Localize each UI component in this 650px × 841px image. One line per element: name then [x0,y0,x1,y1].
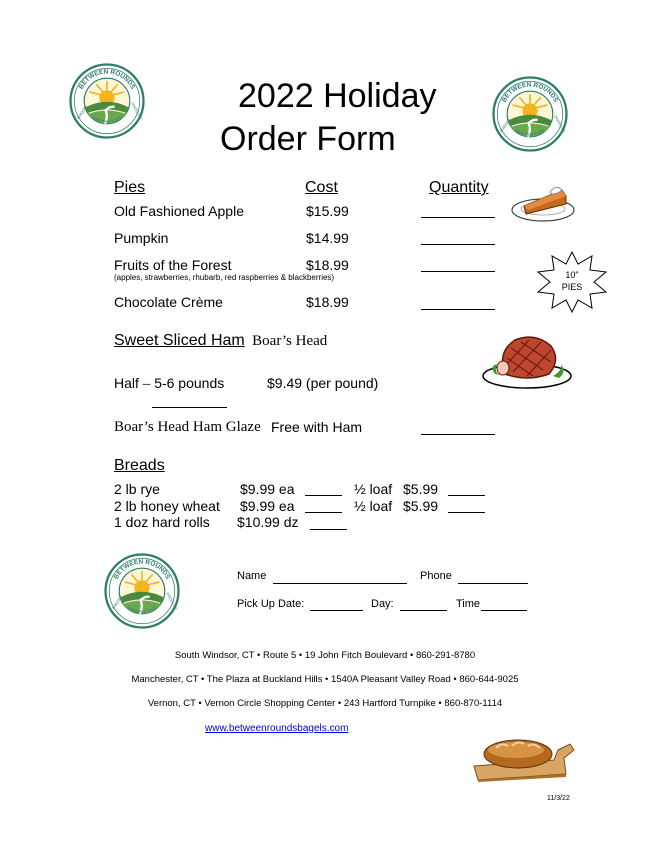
time-label: Time [456,598,481,610]
bread-price-honey-wheat: $9.99 ea [240,498,295,514]
bread-name-honey-wheat: 2 lb honey wheat [114,498,220,514]
location-south-windsor: South Windsor, CT • Route 5 • 19 John Fitch Boulevard • 860-291-8780 [174,650,476,661]
quantity-heading: Quantity [429,179,489,196]
svg-text:CATERING: CATERING [130,101,144,121]
breads-heading: Breads [114,457,165,474]
ham-half-quantity-field[interactable] [152,406,227,408]
bread-on-board-icon [470,730,576,782]
bread-hard-rolls-quantity-field[interactable] [310,528,347,530]
pie-name-pumpkin: Pumpkin [114,230,169,246]
ham-glaze-price: Free with Ham [271,419,363,435]
svg-text:SANDWICH CAFE: SANDWICH CAFE [91,115,123,124]
pickup-date-label: Pick Up Date: [237,598,305,610]
bread-price-hard-rolls: $10.99 dz [237,514,299,530]
bread-honey-wheat-half-quantity-field[interactable] [448,511,485,513]
ham-half-weight: 5-6 pounds [154,375,225,391]
svg-text:10": 10" [565,270,579,280]
day-field[interactable] [400,609,447,611]
location-vernon: Vernon, CT • Vernon Circle Shopping Center • 243 Hartford Turnpike • 860-870-1114 [147,698,503,709]
location-manchester: Manchester, CT • The Plaza at Buckland Hills • 1540A Pleasant Valley Road • 860-644-9025 [131,674,519,685]
bread-rye-half-quantity-field[interactable] [448,494,485,496]
ham-heading-row [114,332,327,350]
svg-text:BETWEEN ROUNDS: BETWEEN ROUNDS [77,68,137,91]
pie-name-apple: Old Fashioned Apple [114,203,244,219]
ham-half-label: Half [114,375,139,391]
svg-text:BAKERY: BAKERY [499,117,512,133]
pies-heading: Pies [114,179,146,196]
bread-name-hard-rolls: 1 doz hard rolls [114,514,210,530]
svg-text:BAKERY: BAKERY [111,594,124,610]
bread-price-rye: $9.99 ea [240,481,295,497]
ham-glaze-label: Boar’s Head Ham Glaze [114,419,261,435]
pie-name-fruits-forest: Fruits of the Forest [114,257,232,273]
bread-rye-quantity-field[interactable] [305,494,342,496]
pie-note-fruits-forest: (apples, strawberries, rhubarb, red raspberries & blackberries) [114,273,335,282]
bread-half-price-honey-wheat: $5.99 [403,498,439,514]
svg-text:SANDWICH CAFE: SANDWICH CAFE [514,128,546,137]
cost-heading: Cost [305,179,338,196]
bread-honey-wheat-quantity-field[interactable] [305,511,342,513]
page-title-line-1: 2022 Holiday [238,77,437,115]
svg-text:CATERING: CATERING [553,114,567,134]
name-field[interactable] [273,582,407,584]
pickup-date-field[interactable] [310,609,363,611]
page-title-line-2: Order Form [220,120,396,158]
pie-quantity-pumpkin-field[interactable] [421,243,495,245]
between-rounds-logo-right [492,76,568,152]
ham-heading: Sweet Sliced Ham [114,332,245,349]
pie-quantity-chocolate-creme-field[interactable] [421,308,495,310]
svg-text:PIES: PIES [561,282,583,292]
website-link[interactable]: www.betweenroundsbagels.com [205,723,349,734]
svg-text:SANDWICH CAFE: SANDWICH CAFE [126,605,158,614]
ham-half-dash: – [142,376,151,392]
svg-text:BETWEEN ROUNDS: BETWEEN ROUNDS [112,558,172,581]
pie-price-fruits-forest: $18.99 [306,257,349,273]
ham-half-row [114,375,224,393]
bread-half-price-rye: $5.99 [403,481,439,497]
name-label: Name [237,570,267,582]
ham-half-price: $9.49 (per pound) [267,375,379,391]
pie-price-pumpkin: $14.99 [306,230,349,246]
bread-name-rye: 2 lb rye [114,481,160,497]
phone-label: Phone [420,570,452,582]
pie-quantity-fruits-forest-field[interactable] [421,270,495,272]
ham-glaze-quantity-field[interactable] [421,433,495,435]
day-label: Day: [371,598,394,610]
pie-name-chocolate-creme: Chocolate Crème [114,294,223,310]
customer-name-row [237,570,266,582]
pie-slice-icon [510,178,576,224]
ham-brand: Boar’s Head [252,333,328,349]
svg-text:BAKERY: BAKERY [76,104,89,120]
pie-quantity-apple-field[interactable] [421,216,495,218]
bread-half-rye: ½ loaf [354,481,393,497]
pie-price-chocolate-creme: $18.99 [306,294,349,310]
ham-on-platter-icon [481,330,573,392]
time-field[interactable] [481,609,527,611]
pie-size-starburst-badge [536,250,608,314]
phone-field[interactable] [458,582,528,584]
bread-half-honey-wheat: ½ loaf [354,498,393,514]
form-date: 11/3/22 [547,795,570,802]
svg-text:BETWEEN ROUNDS: BETWEEN ROUNDS [500,81,560,104]
between-rounds-logo-left [69,63,145,139]
svg-text:CATERING: CATERING [165,591,179,611]
between-rounds-logo-bottom [104,553,180,629]
pie-price-apple: $15.99 [306,203,349,219]
